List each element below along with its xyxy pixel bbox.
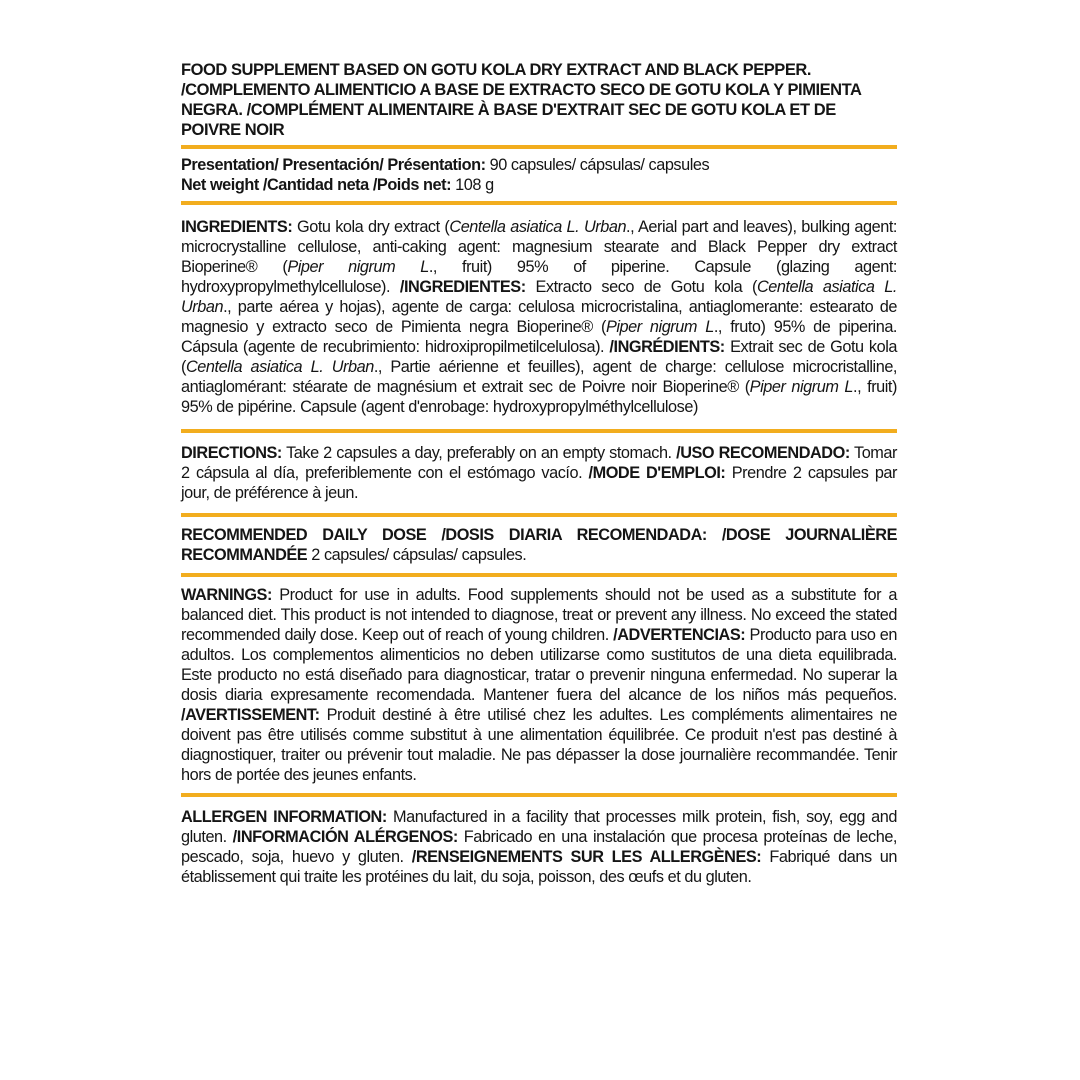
ingredients-label-fr: /INGRÉDIENTS:: [609, 338, 725, 356]
directions-text: [181, 443, 897, 503]
supplement-label: [181, 60, 897, 893]
directions-label-fr: /MODE D'EMPLOI:: [588, 464, 726, 482]
directions-label-es: /USO RECOMENDADO:: [676, 444, 850, 462]
ingredients-text-fr-2: ., Partie aérienne et feuilles), agent de charge: cellulose microcristalline, antiaglomérant: stéarate de magnésium et extrait sec de Poivre noir Bioperine® (: [181, 358, 897, 396]
ingredients-label-en: INGREDIENTS:: [181, 218, 293, 236]
directions-section: [181, 433, 897, 513]
ingredients-text-es-2: ., parte aérea y hojas), agente de carga: celulosa microcristalina, antiaglomerante: estearato de magnesio y extracto seco de Pimienta negra Bioperine® (: [181, 298, 897, 336]
daily-dose-label: RECOMMENDED DAILY DOSE /DOSIS DIARIA RECOMENDADA: /DOSE JOURNALIÈRE RECOMMANDÉE: [181, 526, 897, 564]
directions-label-en: DIRECTIONS:: [181, 444, 282, 462]
presentation-line: [181, 155, 897, 175]
directions-text-fr: Prendre 2 capsules par jour, de préférence à jeun.: [181, 464, 898, 502]
ingredients-text-es-3: ., fruto) 95% de piperina. Cápsula (agente de recubrimiento: hidroxipropilmetilcelulosa).: [181, 318, 897, 356]
ingredients-text-fr-3: ., fruit) 95% de pipérine. Capsule (agent d'enrobage: hydroxypropylméthylcellulose): [181, 378, 897, 416]
allergen-label-fr: /RENSEIGNEMENTS SUR LES ALLERGÈNES:: [411, 848, 762, 866]
directions-text-es: Tomar 2 cápsula al día, preferiblemente con el estómago vacío.: [181, 444, 897, 482]
allergen-text-en: Manufactured in a facility that processes milk protein, fish, soy, egg and gluten.: [181, 808, 897, 846]
ingredients-text-en-1: Gotu kola dry extract (: [292, 218, 450, 236]
ingredients-text-en-3: ., fruit) 95% of piperine. Capsule (glazing agent: hydroxypropylmethylcellulose).: [181, 258, 897, 296]
presentation-value: 90 capsules/ cápsulas/ capsules: [485, 156, 710, 174]
warnings-text-es: Producto para uso en adultos. Los complementos alimenticios no deben utilizarse como sustitutos de una dieta equilibrada. Este producto no está diseñado para diagnosticar, tratar o prevenir ninguna enfermedad. No superar la dosis diaria expresamente recomendada. Mantener fuera del alcance de los niños más pequeños.: [181, 626, 897, 704]
scientific-name: Piper nigrum L: [287, 258, 429, 276]
ingredients-text: [181, 217, 897, 417]
presentation-section: [181, 149, 897, 201]
ingredients-label-es: /INGREDIENTES:: [399, 278, 526, 296]
daily-dose-value: 2 capsules/ cápsulas/ capsules.: [307, 546, 527, 564]
allergen-text-es: Fabricado en una instalación que procesa proteínas de leche, pescado, soja, huevo y gluten.: [181, 828, 897, 866]
scientific-name: Piper nigrum L: [605, 318, 714, 336]
warnings-text: [181, 585, 897, 785]
scientific-name: Centella asiatica L. Urban: [185, 358, 374, 376]
allergen-label-en: ALLERGEN INFORMATION:: [181, 808, 387, 826]
ingredients-section: [181, 205, 897, 429]
scientific-name: Centella asiatica L. Urban: [181, 278, 897, 316]
net-weight-line: [181, 175, 897, 195]
warnings-text-en: Product for use in adults. Food supplements should not be used as a substitute for a balanced diet. This product is not intended to diagnose, treat or prevent any illness. No exceed the stated recommended daily dose. Keep out of reach of young children.: [181, 586, 897, 644]
ingredients-text-fr-1: Extrait sec de Gotu kola (: [181, 338, 898, 376]
allergen-text: [181, 807, 897, 887]
ingredients-text-en-2: ., Aerial part and leaves), bulking agent: microcrystalline cellulose, anti-caking agent: magnesium stearate and Black Pepper dry extract Bioperine® (: [181, 218, 897, 276]
warnings-text-fr: Produit destiné à être utilisé chez les adultes. Les compléments alimentaires ne doivent pas être utilisés comme substitut à une alimentation équilibrée. Ce produit n'est pas destiné à diagnostiquer, traiter ou prévenir tout maladie. Ne pas dépasser la dose journalière recommandée. Tenir hors de portée des jeunes enfants.: [181, 706, 897, 784]
presentation-label: Presentation/ Presentación/ Présentation:: [181, 156, 486, 174]
allergen-section: [181, 797, 897, 893]
warnings-label-es: /ADVERTENCIAS:: [613, 626, 746, 644]
scientific-name: Centella asiatica L. Urban: [449, 218, 627, 236]
ingredients-text-es-1: Extracto seco de Gotu kola (: [525, 278, 757, 296]
directions-text-en: Take 2 capsules a day, preferably on an empty stomach.: [281, 444, 677, 462]
product-title-text: FOOD SUPPLEMENT BASED ON GOTU KOLA DRY EXTRACT AND BLACK PEPPER. /COMPLEMENTO ALIMENTICIO A BASE DE EXTRACTO SECO DE GOTU KOLA Y PIMIENTA NEGRA. /COMPLÉMENT ALIMENTAIRE À BASE D'EXTRAIT SEC DE GOTU KOLA ET DE POIVRE NOIR: [181, 61, 861, 139]
daily-dose-section: [181, 517, 897, 573]
warnings-section: [181, 577, 897, 793]
warnings-label-fr: /AVERTISSEMENT:: [181, 706, 320, 724]
net-weight-value: 108 g: [451, 176, 494, 194]
product-title: [181, 60, 897, 145]
scientific-name: Piper nigrum L: [749, 378, 854, 396]
allergen-text-fr: Fabriqué dans un établissement qui traite les protéines du lait, du soja, poisson, des œufs et du gluten.: [181, 848, 897, 886]
net-weight-label: Net weight /Cantidad neta /Poids net:: [181, 176, 452, 194]
warnings-label-en: WARNINGS:: [181, 586, 272, 604]
allergen-label-es: /INFORMACIÓN ALÉRGENOS:: [232, 828, 458, 846]
daily-dose-text: [181, 525, 897, 565]
